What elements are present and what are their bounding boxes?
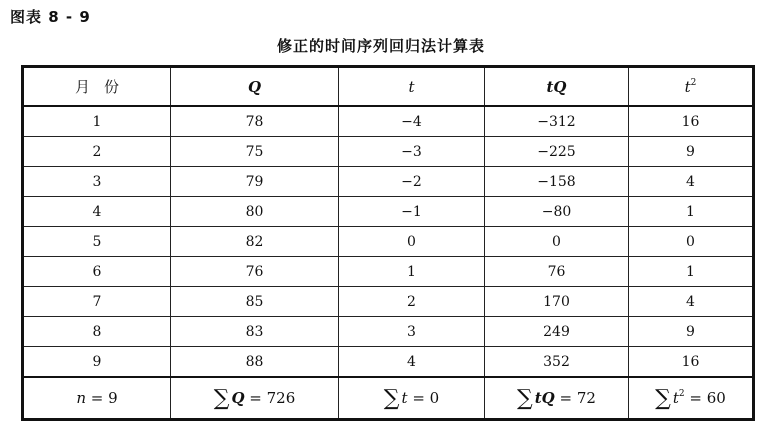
cell-t2: 9 bbox=[629, 137, 754, 167]
cell-t: −4 bbox=[339, 106, 485, 137]
cell-q: 75 bbox=[171, 137, 339, 167]
cell-month: 2 bbox=[23, 137, 171, 167]
table-row bbox=[23, 257, 754, 287]
total-t2-exponent: 2 bbox=[678, 388, 685, 399]
cell-month: 1 bbox=[23, 106, 171, 137]
cell-t2: 0 bbox=[629, 227, 754, 257]
cell-t: −2 bbox=[339, 167, 485, 197]
table-footer bbox=[23, 377, 754, 420]
cell-tq: −312 bbox=[485, 106, 629, 137]
cell-t: 4 bbox=[339, 347, 485, 378]
table-body bbox=[23, 106, 754, 377]
cell-tq: 170 bbox=[485, 287, 629, 317]
cell-t: 0 bbox=[339, 227, 485, 257]
cell-tq: 352 bbox=[485, 347, 629, 378]
total-n-value: = 9 bbox=[86, 389, 118, 407]
cell-t2: 1 bbox=[629, 197, 754, 227]
table-row bbox=[23, 287, 754, 317]
sigma-symbol: ∑ bbox=[213, 385, 230, 411]
header-t bbox=[339, 67, 485, 107]
total-t-value: = 0 bbox=[407, 388, 440, 407]
cell-month: 9 bbox=[23, 347, 171, 378]
cell-q: 76 bbox=[171, 257, 339, 287]
cell-t2: 16 bbox=[629, 347, 754, 378]
cell-q: 82 bbox=[171, 227, 339, 257]
table-row bbox=[23, 197, 754, 227]
table-row bbox=[23, 347, 754, 378]
cell-q: 79 bbox=[171, 167, 339, 197]
cell-tq: 249 bbox=[485, 317, 629, 347]
header-month bbox=[23, 67, 171, 107]
cell-q: 80 bbox=[171, 197, 339, 227]
cell-month: 7 bbox=[23, 287, 171, 317]
total-n bbox=[23, 377, 171, 420]
total-n-var: n bbox=[76, 389, 86, 407]
cell-t2: 1 bbox=[629, 257, 754, 287]
header-q-label: Q bbox=[247, 77, 262, 96]
total-q-value: = 726 bbox=[244, 388, 296, 407]
figure-label: 图表 8 - 9 bbox=[10, 8, 91, 26]
table-row bbox=[23, 227, 754, 257]
sigma-symbol: ∑ bbox=[655, 385, 671, 411]
cell-t2: 4 bbox=[629, 167, 754, 197]
cell-tq: 76 bbox=[485, 257, 629, 287]
regression-table bbox=[21, 65, 755, 421]
cell-tq: −80 bbox=[485, 197, 629, 227]
total-tq-value: = 72 bbox=[554, 388, 596, 407]
cell-q: 85 bbox=[171, 287, 339, 317]
header-month-label: 月份 bbox=[74, 78, 133, 96]
cell-tq: 0 bbox=[485, 227, 629, 257]
total-t bbox=[339, 377, 485, 420]
total-t2 bbox=[629, 377, 754, 420]
cell-t2: 9 bbox=[629, 317, 754, 347]
table-row bbox=[23, 137, 754, 167]
cell-t: 3 bbox=[339, 317, 485, 347]
cell-q: 88 bbox=[171, 347, 339, 378]
header-row bbox=[23, 67, 754, 107]
table-title: 修正的时间序列回归法计算表 bbox=[276, 37, 485, 55]
total-q bbox=[171, 377, 339, 420]
total-t2-var: t bbox=[672, 388, 679, 407]
total-tq-var: tQ bbox=[534, 388, 555, 407]
header-t-label: t bbox=[408, 77, 415, 96]
cell-q: 83 bbox=[171, 317, 339, 347]
header-tq-label: tQ bbox=[546, 77, 567, 96]
cell-tq: −225 bbox=[485, 137, 629, 167]
cell-month: 5 bbox=[23, 227, 171, 257]
cell-t: −1 bbox=[339, 197, 485, 227]
cell-month: 6 bbox=[23, 257, 171, 287]
cell-q: 78 bbox=[171, 106, 339, 137]
header-q bbox=[171, 67, 339, 107]
cell-tq: −158 bbox=[485, 167, 629, 197]
table-row bbox=[23, 317, 754, 347]
totals-row bbox=[23, 377, 754, 420]
cell-t: −3 bbox=[339, 137, 485, 167]
cell-t2: 16 bbox=[629, 106, 754, 137]
sigma-symbol: ∑ bbox=[383, 385, 400, 411]
header-t2-exponent: 2 bbox=[690, 77, 697, 88]
sigma-symbol: ∑ bbox=[517, 385, 533, 411]
cell-month: 3 bbox=[23, 167, 171, 197]
header-t2 bbox=[629, 67, 754, 107]
table-row bbox=[23, 167, 754, 197]
total-tq bbox=[485, 377, 629, 420]
cell-t: 1 bbox=[339, 257, 485, 287]
cell-t: 2 bbox=[339, 287, 485, 317]
table-header bbox=[23, 67, 754, 107]
total-t-var: t bbox=[401, 388, 408, 407]
header-t2-base: t bbox=[684, 77, 691, 96]
total-t2-value: = 60 bbox=[684, 388, 726, 407]
cell-t2: 4 bbox=[629, 287, 754, 317]
cell-month: 8 bbox=[23, 317, 171, 347]
cell-month: 4 bbox=[23, 197, 171, 227]
total-q-var: Q bbox=[231, 388, 245, 407]
header-tq bbox=[485, 67, 629, 107]
table-row bbox=[23, 106, 754, 137]
